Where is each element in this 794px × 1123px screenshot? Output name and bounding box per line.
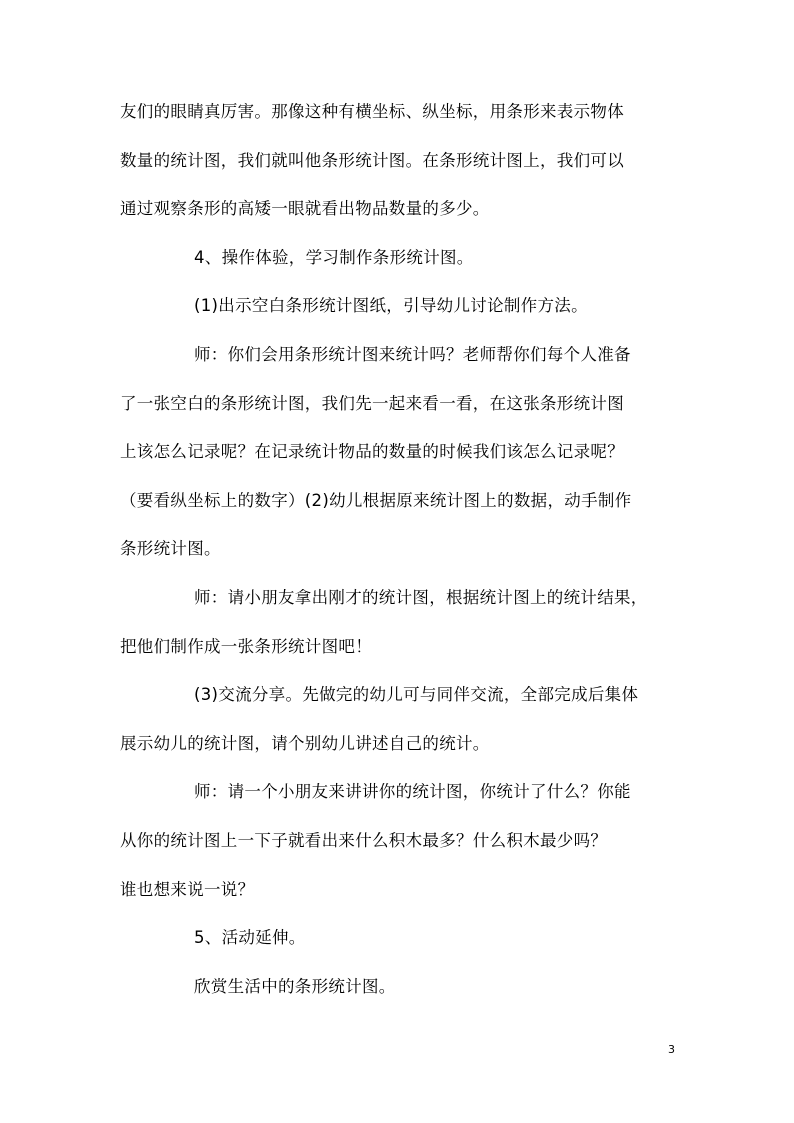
section-heading: 4、操作体验，学习制作条形统计图。 (194, 247, 474, 267)
text-line: 师：请一个小朋友来讲讲你的统计图，你统计了什么？你能 (194, 782, 631, 802)
text-line: 师：你们会用条形统计图来统计吗？老师帮你们每个人准备 (194, 344, 631, 364)
text-line: 了一张空白的条形统计图，我们先一起来看一看，在这张条形统计图 (120, 393, 624, 413)
text-line: 欣赏生活中的条形统计图。 (194, 976, 396, 996)
text-line: 友们的眼睛真厉害。那像这种有横坐标、纵坐标，用条形来表示物体 (120, 102, 624, 121)
text-line: （要看纵坐标上的数字）(2)幼儿根据原来统计图上的数据，动手制作 (120, 490, 632, 510)
text-line: 从你的统计图上一下子就看出来什么积木最多？什么积木最少吗？ (120, 830, 608, 850)
text-line: 通过观察条形的高矮一眼就看出物品数量的多少。 (120, 199, 490, 219)
page-number: 3 (668, 1043, 675, 1056)
text-line: 上该怎么记录呢？在记录统计物品的数量的时候我们该怎么记录呢？ (120, 442, 624, 462)
text-line: 数量的统计图，我们就叫他条形统计图。在条形统计图上，我们可以 (120, 150, 624, 170)
text-line: 展示幼儿的统计图，请个别幼儿讲述自己的统计。 (120, 733, 490, 753)
text-line: 师：请小朋友拿出刚才的统计图，根据统计图上的统计结果， (194, 587, 648, 607)
section-heading: 5、活动延伸。 (194, 928, 306, 948)
text-line: 把他们制作成一张条形统计图吧！ (120, 636, 372, 656)
text-line: (3)交流分享。先做完的幼儿可与同伴交流，全部完成后集体 (194, 685, 639, 705)
text-line: 条形统计图。 (120, 539, 221, 559)
body-text (120, 88, 695, 1011)
text-line: (1)出示空白条形统计图纸，引导幼儿讨论制作方法。 (194, 296, 588, 316)
text-line: 谁也想来说一说？ (120, 879, 255, 899)
